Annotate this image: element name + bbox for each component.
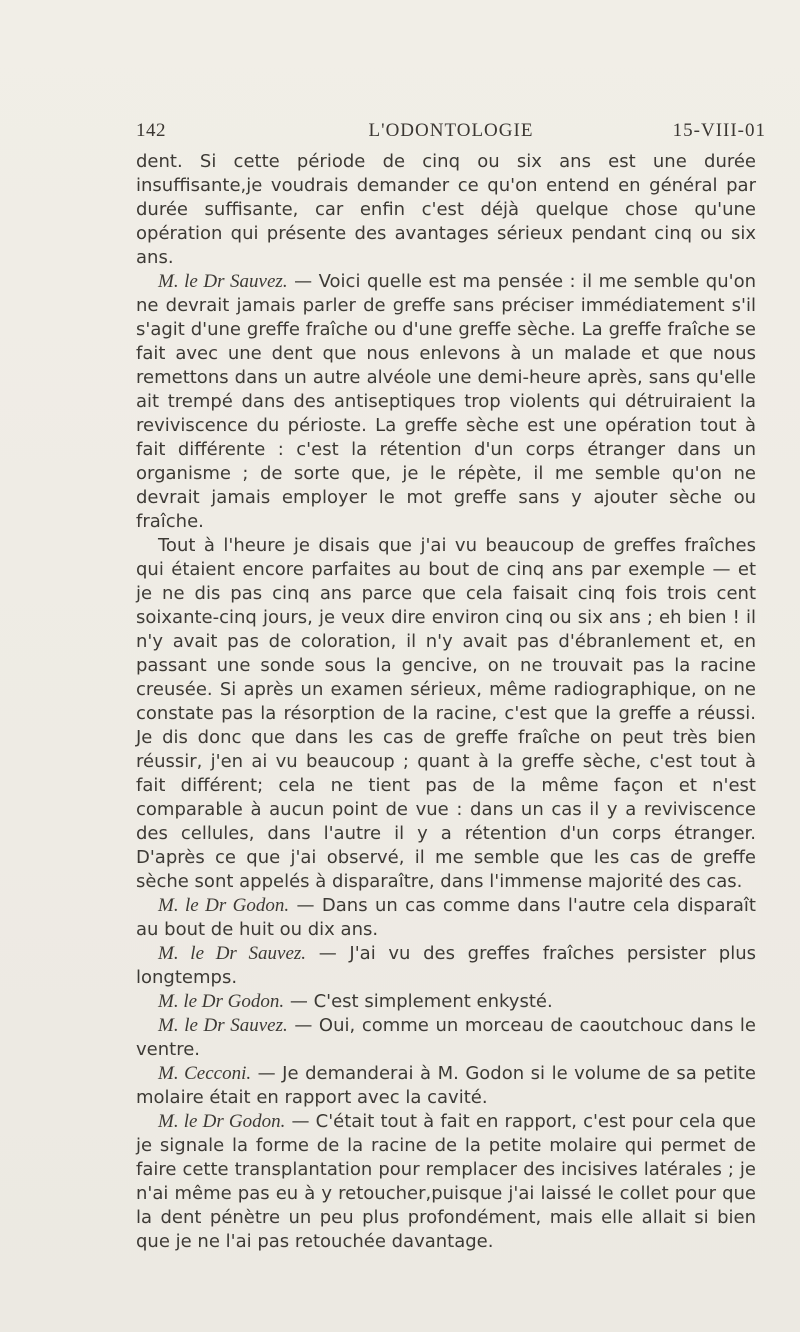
- paragraph-text: — J'ai vu des greffes fraîches persister plus longtemps.: [136, 943, 756, 988]
- paragraph-text: — Je demanderai à M. Godon si le volume de sa petite molaire était en rapport avec la cavité.: [136, 1063, 757, 1108]
- paragraph-text: dent. Si cette période de cinq ou six ans est une durée insuffisante,je voudrais demander ce qu'on entend en général par durée suffisante, car enfin c'est déjà quelque chose qu'une opération qui présente des avantages sérieux pendant cinq ou six ans.: [136, 151, 756, 268]
- speaker-name: M. le Dr Sauvez.: [158, 271, 288, 292]
- paragraph-text: — Dans un cas comme dans l'autre cela disparaît au bout de huit ou dix ans.: [136, 895, 756, 940]
- paragraph-text: — C'est simplement enkysté.: [284, 991, 553, 1012]
- speaker-name: M. le Dr Godon.: [158, 1111, 286, 1132]
- paragraph-3: [136, 534, 756, 894]
- paragraph-text: Tout à l'heure je disais que j'ai vu beaucoup de greffes fraîches qui étaient encore parfaites au bout de cinq ans par exemple — et je ne dis pas cinq ans parce que cela faisait cinq fois trois cent soixante-cinq jours, je veux dire environ cinq ou six ans ; eh bien ! il n'y avait pas de coloration, il n'y avait pas d'ébranlement et, en passant une sonde sous la gencive, on ne trouvait pas la racine creusée. Si après un examen sérieux, même radiographique, on ne constate pas la résorption de la racine, c'est que la greffe a réussi. Je dis donc que dans les cas de greffe fraîche on peut très bien réussir, j'en ai vu beaucoup ; quant à la greffe sèche, c'est tout à fait différent; cela ne tient pas de la même façon et n'est comparable à aucun point de vue : dans un cas il y a reviviscence des cellules, dans l'autre il y a rétention d'un corps étranger. D'après ce que j'ai observé, il me semble que les cas de greffe sèche sont appelés à disparaître, dans l'immense majorité des cas.: [136, 535, 756, 892]
- journal-title: L'ODONTOLOGIE: [368, 120, 534, 141]
- issue-date: 15-VIII-01: [672, 120, 766, 141]
- paragraph-7: [136, 1014, 756, 1062]
- paragraph-6: [136, 990, 756, 1014]
- paragraph-text: — Voici quelle est ma pensée : il me semble qu'on ne devrait jamais parler de greffe sans préciser immédiatement s'il s'agit d'une greffe fraîche ou d'une greffe sèche. La greffe fraîche se fait avec une dent que nous enlevons à un malade et que nous remettons dans un autre alvéole une demi-heure après, sans qu'elle ait trempé dans des antiseptiques trop violents qui détruiraient la reviviscence du périoste. La greffe sèche est une opération tout à fait différente : c'est la rétention d'un corps étranger dans un organisme ; de sorte que, je le répète, il me semble qu'on ne devrait jamais employer le mot greffe sans y ajouter sèche ou fraîche.: [136, 271, 757, 532]
- page-number: 142: [136, 120, 166, 141]
- paragraph-1: [136, 150, 756, 270]
- paragraph-text: — Oui, comme un morceau de caoutchouc dans le ventre.: [136, 1015, 757, 1060]
- paragraph-text: — C'était tout à fait en rapport, c'est pour cela que je signale la forme de la racine de la petite molaire qui permet de faire cette transplantation pour remplacer des incisives latérales ; je n'ai même pas eu à y retoucher,puisque j'ai laissé le collet pour que la dent pénètre un peu plus profondément, mais elle allait si bien que je ne l'ai pas retouchée davantage.: [136, 1111, 756, 1252]
- body-text: [136, 150, 756, 1254]
- speaker-name: M. le Dr Godon.: [158, 895, 290, 916]
- paragraph-8: [136, 1062, 756, 1110]
- speaker-name: M. le Dr Sauvez.: [158, 943, 307, 964]
- paragraph-5: [136, 942, 756, 990]
- speaker-name: M. le Dr Sauvez.: [158, 1015, 288, 1036]
- paragraph-2: [136, 270, 756, 534]
- paragraph-4: [136, 894, 756, 942]
- running-header: [136, 120, 766, 150]
- speaker-name: M. Cecconi.: [158, 1063, 252, 1084]
- paragraph-9: [136, 1110, 756, 1254]
- speaker-name: M. le Dr Godon.: [158, 991, 285, 1012]
